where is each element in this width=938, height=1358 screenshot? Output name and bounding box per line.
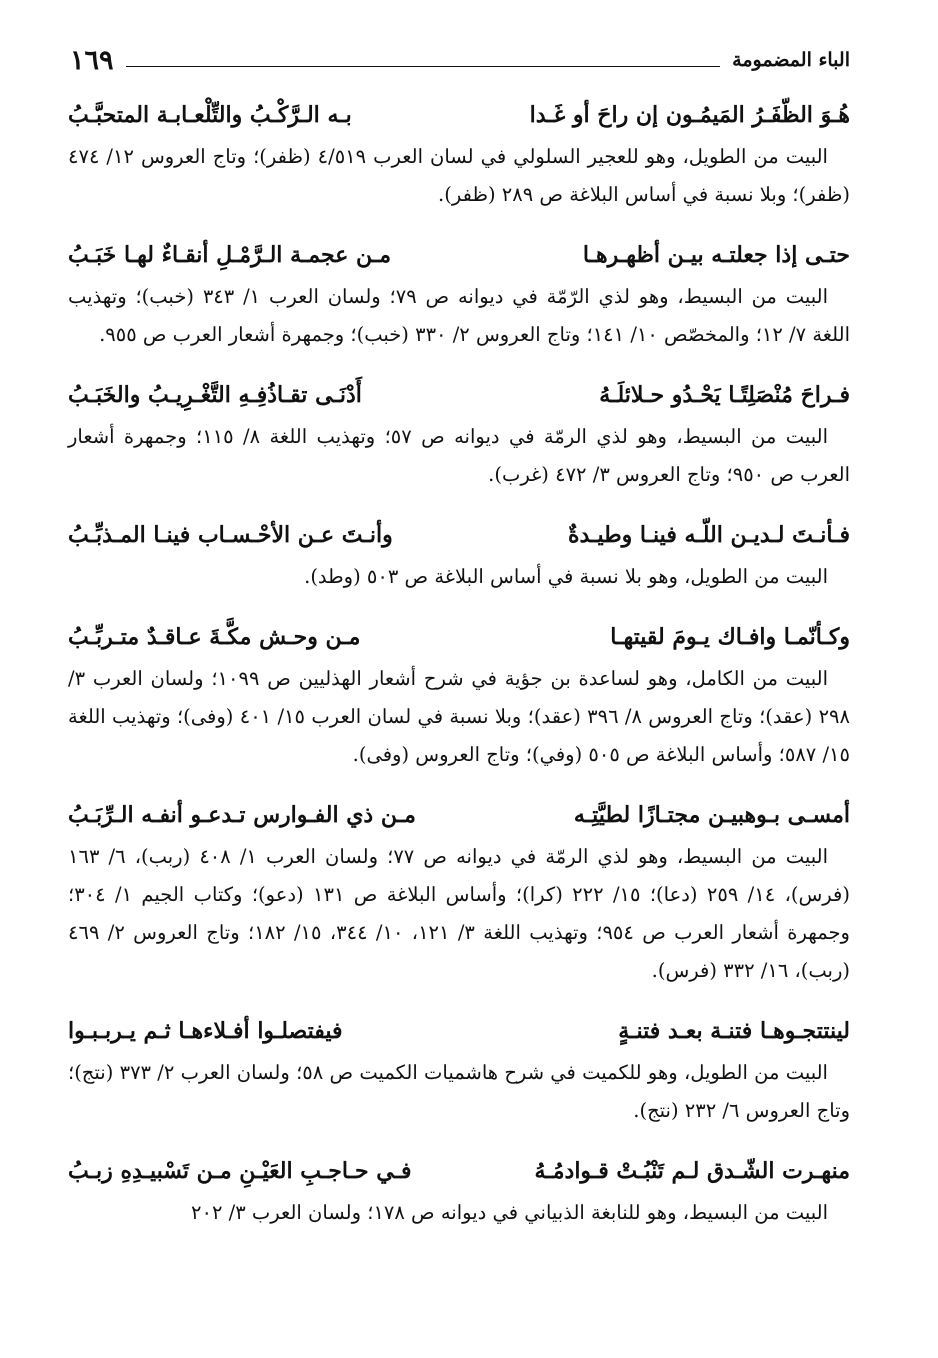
first-hemistich: هُـوَ الظّفَـرُ المَيمُـون إن راحَ أو غَـدا [529,102,850,128]
second-hemistich: فـي حـاجـبِ العَيْـنِ مـن تَسْبيـدِهِ زبـبُ [68,1158,412,1184]
page-number: ١٦٩ [70,44,114,76]
first-hemistich: وكـأنّمـا وافـاك يـومَ لقيتهـا [610,624,850,650]
commentary: البيت من البسيط، وهو لذي الرمّة في ديوانه ص ٥٧؛ وتهذيب اللغة ٨/ ١١٥؛ وجمهرة أشعار العرب ص ٩٥٠؛ وتاج العروس ٣/ ٤٧٢ (غرب). [68,425,850,486]
commentary: البيت من الطويل، وهو للعجير السلولي في لسان العرب ٤/٥١٩ (ظفر)؛ وتاج العروس ١٢/ ٤٧٤ (ظفر)؛ وبلا نسبة في أساس البلاغة ص ٢٨٩ (ظفر). [68,145,850,206]
running-title: الباء المضمومة [732,49,850,71]
first-hemistich: لينتتجـوهـا فتنـة بعـد فتنـةٍ [618,1018,850,1044]
verse-entry [68,792,850,990]
verse-entry [68,232,850,354]
second-hemistich: مـن عجمـة الـرَّمْـلِ أنقـاءٌ لهـا خَبَـبُ [68,242,391,268]
verse-line [68,1148,850,1194]
commentary: البيت من البسيط، وهو للنابغة الذبياني في ديوانه ص ١٧٨؛ ولسان العرب ٣/ ٢٠٢ [191,1201,828,1224]
header-rule [126,66,721,67]
second-hemistich: وأنـتَ عـن الأحْـسـاب فينـا المـذبِّـبُ [68,522,393,548]
verse-entry [68,512,850,596]
verse-entry [68,372,850,494]
verse-entry [68,1008,850,1130]
first-hemistich: أمسـى بـوهبيـن مجتـازًا لطيَّتِـه [573,802,850,828]
second-hemistich: مـن وحـش مكَّـةَ عـاقـدٌ متـربِّـبُ [68,624,361,650]
first-hemistich: فـأنـتَ لـديـن اللّـه فينـا وطيـدةٌ [567,522,850,548]
verse-line [68,372,850,418]
verse-line [68,1008,850,1054]
page-header [70,40,850,80]
verse-line [68,614,850,660]
commentary: البيت من البسيط، وهو لذي الرمّة في ديوانه ص ٧٧؛ ولسان العرب ١/ ٤٠٨ (ربب)، ٦/ ١٦٣ (فرس)، ١٤/ ٢٥٩ (دعا)؛ ١٥/ ٢٢٢ (كرا)؛ وأساس البلاغة ص ١٣١ (دعو)؛ وكتاب الجيم ١/ ٣٠٤؛ وجمهرة أشعار العرب ص ٩٥٤؛ وتهذيب اللغة ٣/ ١٢١، ١٠/ ٣٤٤، ١٥/ ١٨٢؛ وتاج العروس ٢/ ٤٦٩ (ربب)، ١٦/ ٣٣٢ (فرس). [68,845,850,982]
first-hemistich: حتـى إذا جعلتـه بيـن أظهـرهـا [582,242,850,268]
second-hemistich: بـه الـرَّكْـبُ والتِّلْعـابـة المتحبَّـبُ [68,102,352,128]
first-hemistich: فـراحَ مُنْصَلِتًـا يَحْـدُو حـلائلَـهُ [599,382,850,408]
verse-entry [68,92,850,214]
second-hemistich: مـن ذي الفـوارس تـدعـو أنفـه الـرِّبَـبُ [68,802,416,828]
second-hemistich: فيفتصلـوا أفـلاءهـا ثـم يـربـبـوا [68,1018,343,1044]
second-hemistich: أَدْنَـى تقـاذُفِـهِ التَّغْـرِيـبُ والخَبَـبُ [68,382,362,408]
commentary: البيت من الطويل، وهو بلا نسبة في أساس البلاغة ص ٥٠٣ (وطد). [304,565,828,588]
commentary: البيت من الطويل، وهو للكميت في شرح هاشميات الكميت ص ٥٨؛ ولسان العرب ٢/ ٣٧٣ (نتج)؛ وتاج العروس ٦/ ٢٣٢ (نتج). [68,1061,850,1122]
first-hemistich: منهـرت الشّـدق لـم تَنْبُـتْ قـوادمُـهُ [534,1158,850,1184]
verse-line [68,92,850,138]
verse-line [68,232,850,278]
verse-entries [68,92,850,1250]
verse-entry [68,614,850,774]
commentary: البيت من البسيط، وهو لذي الرّمّة في ديوانه ص ٧٩؛ ولسان العرب ١/ ٣٤٣ (خبب)؛ وتهذيب اللغة ٧/ ١٢؛ والمخصّص ١٠/ ١٤١؛ وتاج العروس ٢/ ٣٣٠ (خبب)؛ وجمهرة أشعار العرب ص ٩٥٥. [68,285,850,346]
verse-entry [68,1148,850,1232]
verse-line [68,512,850,558]
verse-line [68,792,850,838]
commentary: البيت من الكامل، وهو لساعدة بن جؤية في شرح أشعار الهذليين ص ١٠٩٩؛ ولسان العرب ٣/ ٢٩٨ (عقد)؛ وتاج العروس ٨/ ٣٩٦ (عقد)؛ وبلا نسبة في لسان العرب ١٥/ ٤٠١ (وفى)؛ وتهذيب اللغة ١٥/ ٥٨٧؛ وأساس البلاغة ص ٥٠٥ (وفي)؛ وتاج العروس (وفى). [68,667,850,766]
